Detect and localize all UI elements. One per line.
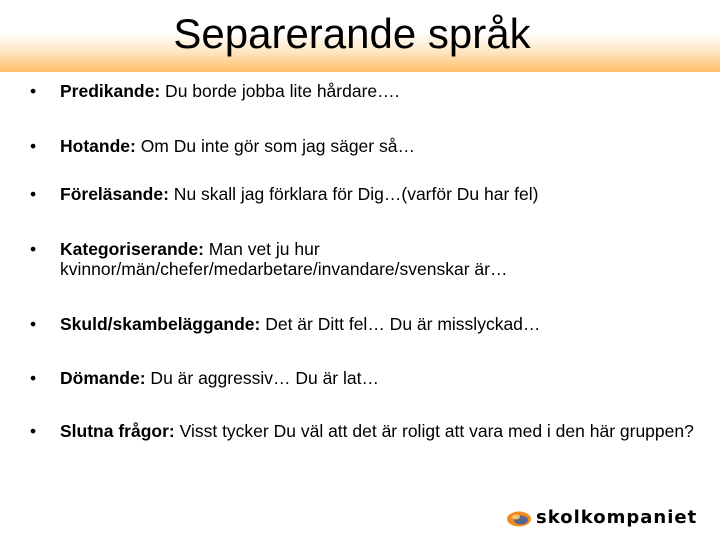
bullet-term: Skuld/skambeläggande: [60,314,261,334]
bullet-dot: • [30,314,37,334]
skolkompaniet-logo [502,503,712,533]
bullet-dot: • [30,368,37,388]
bullet-dot: • [30,136,37,156]
bullet-term: Kategoriserande: [60,239,204,259]
bullet-text [60,314,710,334]
bullet-body: Om Du inte gör som jag säger så… [135,136,415,156]
bullet-body: Nu skall jag förklara för Dig…(varför Du har fel) [168,184,539,204]
bullet-text [60,368,710,388]
slide-title: Separerande språk [173,10,531,57]
skolkompaniet-logo-icon [506,511,532,527]
bullet-body: Du är aggressiv… Du är lat… [145,368,379,388]
bullet-dot: • [30,81,37,101]
bullet-dot: • [30,184,37,204]
logo-text: skolkompaniet [536,507,698,528]
bullet-text [60,421,710,441]
bullet-dot: • [30,421,37,441]
bullet-term: Slutna frågor: [60,421,175,441]
bullet-text [60,239,710,279]
bullet-text [60,184,710,204]
bullet-term: Hotande: [60,136,136,156]
bullet-body: Man vet ju hur kvinnor/män/chefer/medarbetare/invandare/svenskar är… [60,239,508,279]
bullet-body: Det är Ditt fel… Du är misslyckad… [260,314,541,334]
bullet-term: Dömande: [60,368,146,388]
bullet-body: Du borde jobba lite hårdare…. [160,81,400,101]
bullet-term: Föreläsande: [60,184,169,204]
bullet-body: Visst tycker Du väl att det är roligt att vara med i den här gruppen? [174,421,694,441]
bullet-term: Predikande: [60,81,161,101]
bullet-dot: • [30,239,37,259]
bullet-text [60,81,710,101]
bullet-text [60,136,710,156]
